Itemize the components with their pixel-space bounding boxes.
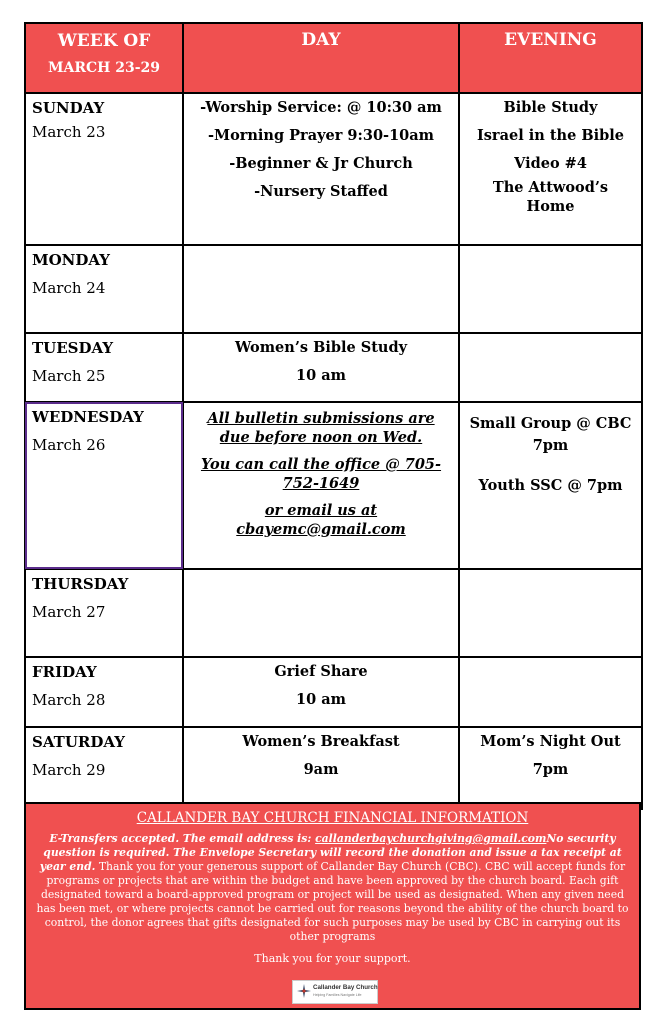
day-event: -Morning Prayer 9:30-10am [208,127,434,144]
day-event: -Nursery Staffed [254,183,388,200]
week-label: WEEK OF [57,31,151,51]
week-header [25,23,183,93]
friday-day-cell [183,657,459,727]
sunday-day-cell [183,93,459,245]
saturday-label-cell [25,727,183,809]
saturday-evening-cell [459,727,642,809]
day-header: DAY [183,23,459,93]
giving-email-link[interactable]: callanderbaychurchgiving@gmail.com [315,832,547,845]
day-date: March 27 [32,603,106,621]
office-phone-notice: You can call the office @ 705-752-1649 [200,456,442,492]
monday-row [25,245,642,333]
day-name: SUNDAY [32,99,105,117]
no-security-notice: No security question is required. The Envelope Secretary will record the donation and issue a tax receipt at year end. [39,832,622,873]
evening-event: Bible Study [503,99,598,116]
evening-event: The Attwood’s Home [492,179,609,215]
evening-event: Youth SSC @ 7pm [478,477,623,494]
schedule-header-row [25,23,642,93]
thursday-row [25,569,642,657]
tuesday-label-cell [25,333,183,402]
evening-event: Israel in the Bible [476,127,624,144]
day-date: March 26 [32,436,106,454]
day-name: FRIDAY [32,663,97,681]
wednesday-evening-cell [459,402,642,569]
financial-info-title: CALLANDER BAY CHURCH FINANCIAL INFORMATION [136,810,529,826]
day-date: March 23 [32,123,106,141]
thanks-text: Thank you for your support. [254,952,411,965]
financial-policy-text: Thank you for your generous support of Callander Bay Church (CBC). CBC will accept funds for programs or projects that are within the budget and have been approved by the church board. Each gift designated toward a board-approved program or project will be used as designated. When any given need has been met, or where projects cannot be carried out for reasons beyond the ability of the church board to control, the donor agrees that gifts designated for such purposes may be used by CBC in carrying out its other programs [36,860,629,943]
weekly-schedule-table [24,22,643,810]
evening-header: EVENING [459,23,642,93]
friday-label-cell [25,657,183,727]
thursday-evening-cell [459,569,642,657]
evening-event: Mom’s Night Out [480,733,621,750]
sunday-label-cell [25,93,183,245]
saturday-day-cell [183,727,459,809]
wednesday-label-cell[interactable] [25,402,183,569]
day-date: March 29 [32,761,106,779]
evening-event: Video #4 [514,155,587,172]
day-event: -Worship Service: @ 10:30 am [200,99,442,116]
financial-info-panel [24,802,641,1010]
submission-notice: All bulletin submissions are due before noon on Wed. [207,410,435,446]
day-event: 10 am [296,691,346,708]
day-name: WEDNESDAY [32,408,144,426]
day-event: 10 am [296,367,346,384]
week-range: MARCH 23-29 [47,60,160,76]
bulletin-sheet [24,22,641,1010]
monday-evening-cell [459,245,642,333]
day-name: TUESDAY [32,339,114,357]
day-date: March 25 [32,367,106,385]
tuesday-row [25,333,642,402]
day-event: -Beginner & Jr Church [229,155,413,172]
day-event: 9am [303,761,339,778]
thursday-day-cell [183,569,459,657]
day-event: Women’s Breakfast [242,733,400,750]
church-logo [292,980,378,1004]
wednesday-row [25,402,642,569]
wednesday-day-cell [183,402,459,569]
sunday-evening-cell [459,93,642,245]
saturday-row [25,727,642,809]
church-cross-icon [297,984,311,998]
logo-tagline: Helping Families Navigate Life [313,993,362,997]
evening-event: 7pm [532,761,569,778]
day-name: SATURDAY [32,733,125,751]
day-name: THURSDAY [32,575,129,593]
friday-row [25,657,642,727]
day-date: March 28 [32,691,106,709]
email-notice[interactable]: or email us at cbayemc@gmail.com [236,502,406,538]
monday-label-cell [25,245,183,333]
thursday-label-cell [25,569,183,657]
etransfer-intro: E-Transfers accepted. The email address is: [49,832,316,845]
logo-name: Callander Bay Church [313,984,378,991]
tuesday-day-cell [183,333,459,402]
day-name: MONDAY [32,251,110,269]
evening-event: Small Group @ CBC 7pm [469,415,632,454]
friday-evening-cell [459,657,642,727]
tuesday-evening-cell [459,333,642,402]
sunday-row [25,93,642,245]
day-event: Grief Share [274,663,368,680]
financial-info-body [26,826,639,944]
monday-day-cell [183,245,459,333]
day-date: March 24 [32,279,106,297]
day-event: Women’s Bible Study [234,339,408,356]
